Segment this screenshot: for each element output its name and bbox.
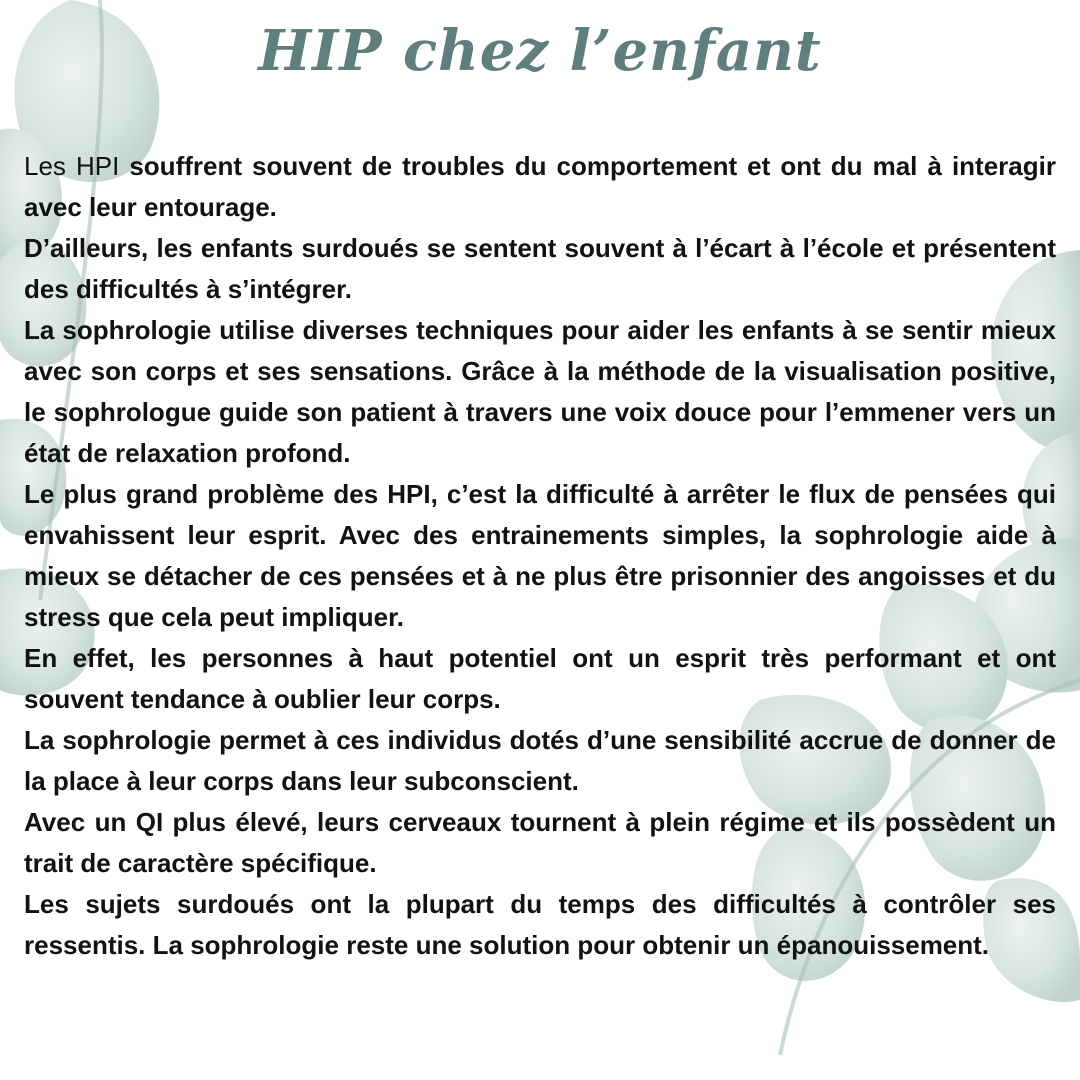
paragraph bbox=[24, 802, 1056, 884]
paragraph bbox=[24, 310, 1056, 474]
article-body bbox=[24, 146, 1056, 966]
paragraph bbox=[24, 228, 1056, 310]
paragraph-text: En effet, les personnes à haut potentiel ont un esprit très performant et ont souvent tendance à oublier leur corps. bbox=[24, 643, 1056, 714]
page-title: HIP chez l’enfant bbox=[258, 18, 822, 84]
paragraph-text: Les sujets surdoués ont la plupart du temps des difficultés à contrôler ses ressentis. La sophrologie reste une solution pour obtenir un épanouissement. bbox=[24, 889, 1056, 960]
paragraph-text: souffrent souvent de troubles du comportement et ont du mal à interagir avec leur entourage. bbox=[24, 151, 1056, 222]
paragraph bbox=[24, 720, 1056, 802]
paragraph-text: La sophrologie utilise diverses techniques pour aider les enfants à se sentir mieux avec son corps et ses sensations. Grâce à la méthode de la visualisation positive, le sophrologue guide son patient à travers une voix douce pour l’emmener vers un état de relaxation profond. bbox=[24, 315, 1056, 468]
paragraph-lead: Les HPI bbox=[24, 151, 130, 181]
paragraph bbox=[24, 638, 1056, 720]
paragraph-text: Le plus grand problème des HPI, c’est la difficulté à arrêter le flux de pensées qui envahissent leur esprit. Avec des entrainements simples, la sophrologie aide à mieux se détacher de ces pensées et à ne plus être prisonnier des angoisses et du stress que cela peut impliquer. bbox=[24, 479, 1056, 632]
paragraph-text: D’ailleurs, les enfants surdoués se sentent souvent à l’écart à l’école et présentent des difficultés à s’intégrer. bbox=[24, 233, 1056, 304]
paragraph bbox=[24, 884, 1056, 966]
paragraph-text: La sophrologie permet à ces individus dotés d’une sensibilité accrue de donner de la place à leur corps dans leur subconscient. bbox=[24, 725, 1056, 796]
paragraph bbox=[24, 474, 1056, 638]
paragraph-text: Avec un QI plus élevé, leurs cerveaux tournent à plein régime et ils possèdent un trait de caractère spécifique. bbox=[24, 807, 1056, 878]
paragraph bbox=[24, 146, 1056, 228]
